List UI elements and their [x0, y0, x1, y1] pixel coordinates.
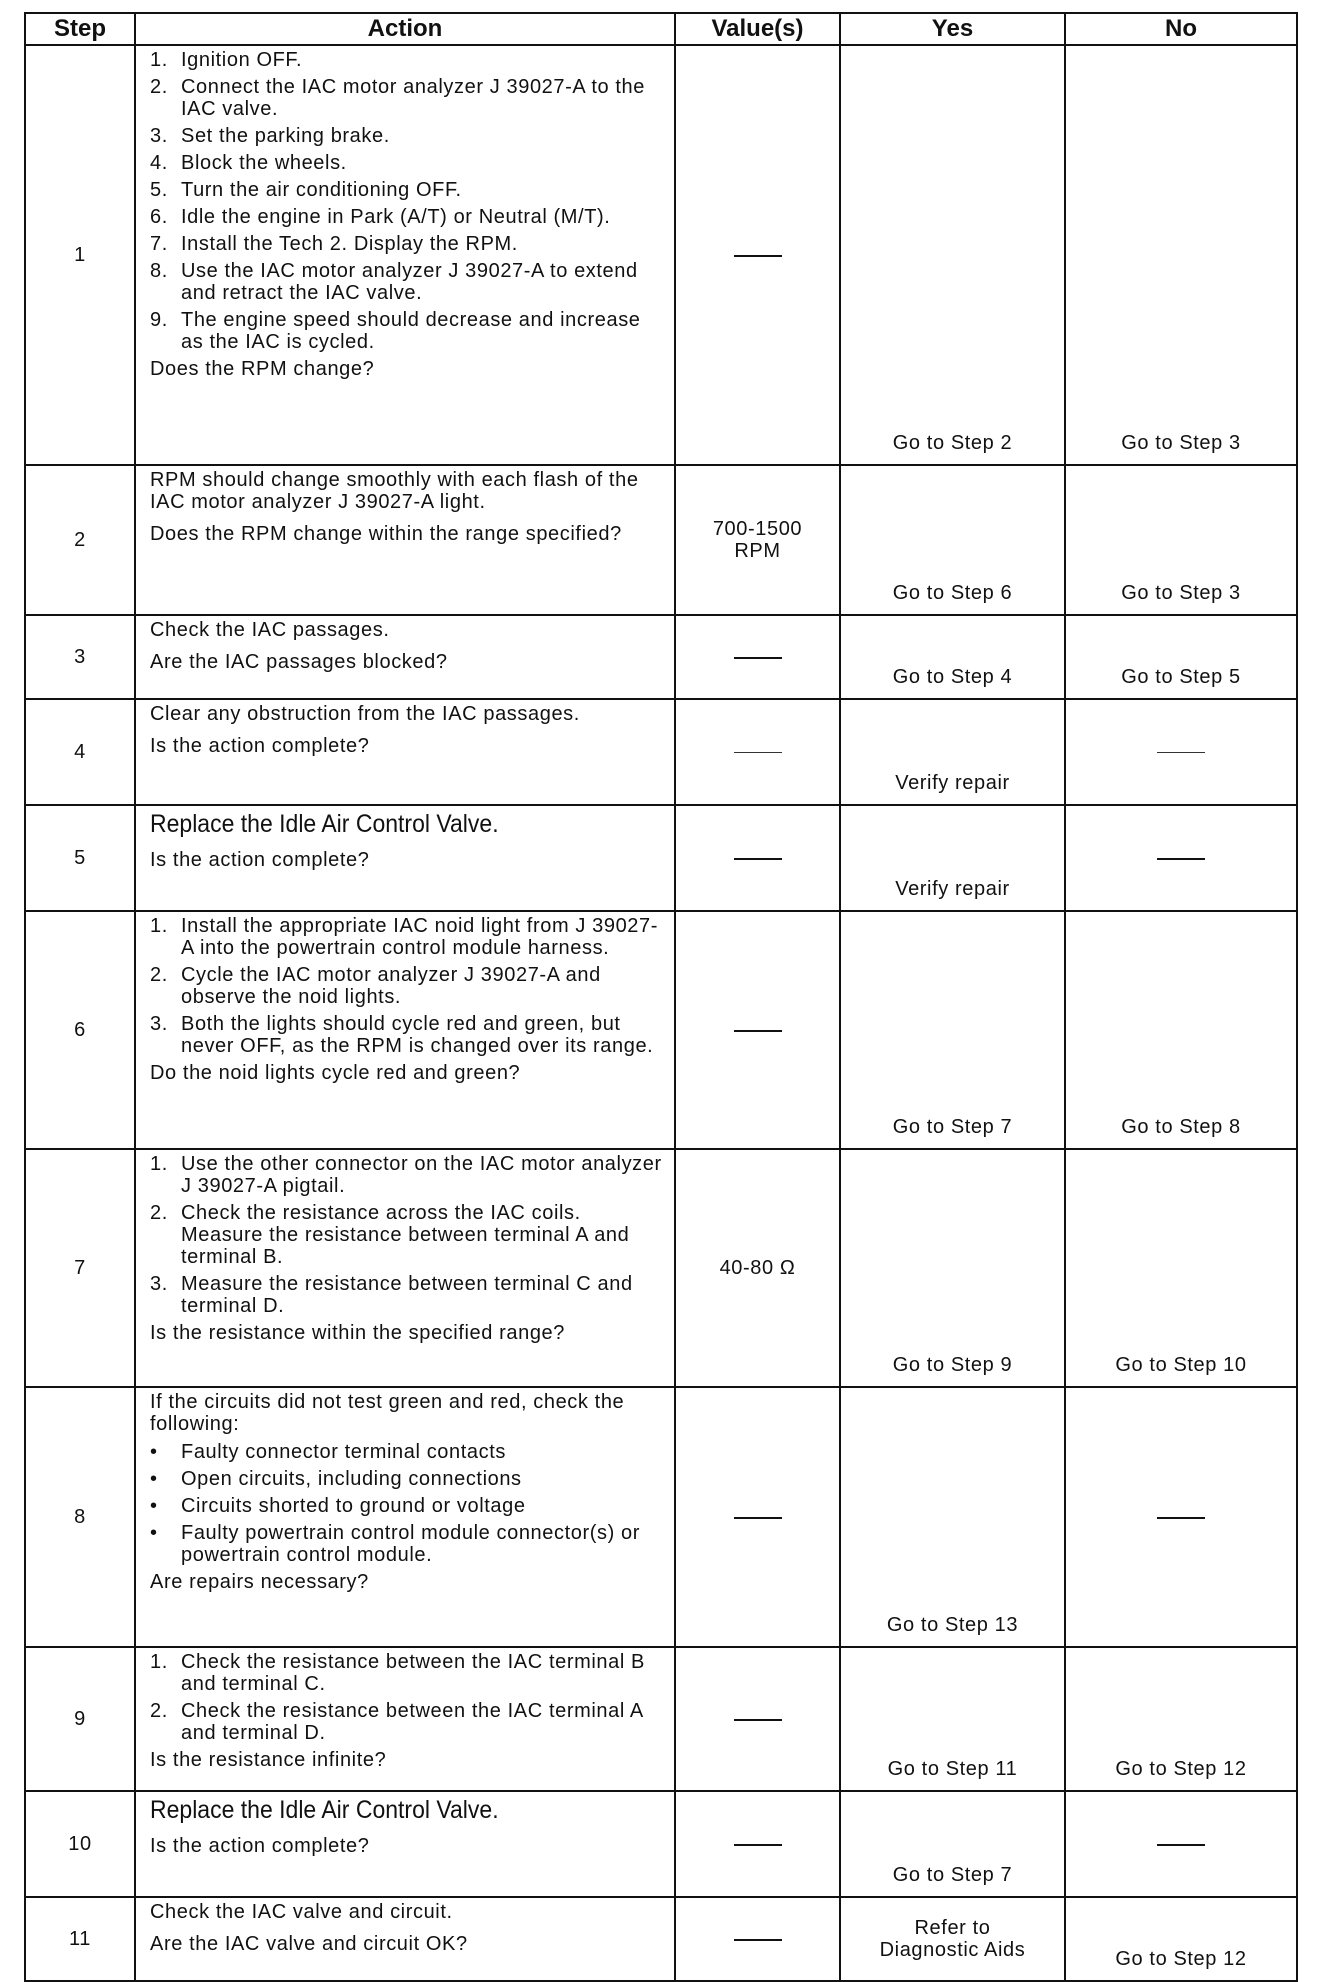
list-item: 2. Check the resistance between the IAC terminal A and terminal D. [150, 1700, 643, 1744]
action-question: Is the action complete? [150, 735, 370, 757]
list-item: 9. The engine speed should decrease and increase as the IAC is cycled. [150, 309, 641, 353]
list-item: 3. Both the lights should cycle red and green, but never OFF, as the RPM is changed over its range. [150, 1013, 654, 1057]
header-row [25, 13, 1297, 45]
no-result: Go to Step 8 [1065, 911, 1297, 1149]
list-item: 7. Install the Tech 2. Display the RPM. [150, 233, 518, 255]
list-item: • Circuits shorted to ground or voltage [150, 1495, 526, 1517]
no-result: Go to Step 10 [1065, 1149, 1297, 1387]
action-steps [150, 1153, 666, 1317]
table-row [25, 699, 1297, 805]
header-step: Step [25, 13, 135, 45]
table-row [25, 1791, 1297, 1897]
list-item: 4. Block the wheels. [150, 152, 347, 174]
action-cell [135, 699, 675, 805]
list-item: 1. Use the other connector on the IAC motor analyzer J 39027-A pigtail. [150, 1153, 662, 1197]
action-question: Is the resistance within the specified range? [150, 1322, 565, 1344]
empty-dash [1157, 1844, 1205, 1846]
header-action: Action [135, 13, 675, 45]
table-row [25, 1897, 1297, 1981]
action-cell [135, 1387, 675, 1647]
step-number: 5 [25, 805, 135, 911]
action-cell [135, 615, 675, 699]
table-row [25, 1149, 1297, 1387]
yes-result: Verify repair [840, 805, 1065, 911]
table-row [25, 45, 1297, 465]
empty-dash [734, 1517, 782, 1519]
table-row [25, 465, 1297, 615]
list-item: • Faulty powertrain control module connector(s) or powertrain control module. [150, 1522, 640, 1566]
action-question: Are the IAC passages blocked? [150, 651, 448, 673]
no-result: Go to Step 3 [1065, 45, 1297, 465]
action-cell [135, 1791, 675, 1897]
yes-result: Go to Step 4 [840, 615, 1065, 699]
header-yes: Yes [840, 13, 1065, 45]
value-cell [675, 699, 840, 805]
yes-result: Go to Step 7 [840, 911, 1065, 1149]
empty-dash [734, 255, 782, 257]
diagnostic-table-sheet [24, 12, 1296, 1982]
checklist [150, 1441, 666, 1566]
empty-dash [1157, 1517, 1205, 1519]
action-question: Are the IAC valve and circuit OK? [150, 1933, 468, 1955]
diagnostic-table [24, 12, 1298, 1982]
action-text: Check the IAC passages. [150, 619, 390, 641]
list-item: 8. Use the IAC motor analyzer J 39027-A to extend and retract the IAC valve. [150, 260, 638, 304]
list-item: 1. Check the resistance between the IAC terminal B and terminal C. [150, 1651, 645, 1695]
list-item: 2. Connect the IAC motor analyzer J 39027-A to the IAC valve. [150, 76, 646, 120]
value-cell [675, 1647, 840, 1791]
step-number: 10 [25, 1791, 135, 1897]
header-values: Value(s) [675, 13, 840, 45]
no-result [1065, 699, 1297, 805]
action-question: Is the resistance infinite? [150, 1749, 387, 1771]
value-cell [675, 805, 840, 911]
action-cell [135, 805, 675, 911]
action-steps [150, 915, 666, 1057]
action-text: If the circuits did not test green and red, check the following: [150, 1391, 625, 1435]
yes-result: Go to Step 7 [840, 1791, 1065, 1897]
value-cell [675, 45, 840, 465]
no-result [1065, 805, 1297, 911]
no-result [1065, 1791, 1297, 1897]
value-cell [675, 615, 840, 699]
empty-dash [734, 1719, 782, 1721]
action-text: Replace the Idle Air Control Valve. [150, 1796, 499, 1824]
value-cell [675, 1387, 840, 1647]
yes-result: Refer to Diagnostic Aids [840, 1897, 1065, 1981]
value-cell: 700-1500 RPM [675, 465, 840, 615]
action-cell [135, 1149, 675, 1387]
empty-dash [734, 1844, 782, 1846]
action-question: Is the action complete? [150, 1835, 370, 1857]
step-number: 4 [25, 699, 135, 805]
yes-result: Go to Step 6 [840, 465, 1065, 615]
step-number: 2 [25, 465, 135, 615]
step-number: 6 [25, 911, 135, 1149]
table-row [25, 615, 1297, 699]
yes-result: Go to Step 13 [840, 1387, 1065, 1647]
list-item: 1. Install the appropriate IAC noid light from J 39027-A into the powertrain control module harness. [150, 915, 659, 959]
step-number: 8 [25, 1387, 135, 1647]
header-no: No [1065, 13, 1297, 45]
no-result: Go to Step 12 [1065, 1897, 1297, 1981]
list-item: 2. Check the resistance across the IAC coils. Measure the resistance between terminal A and terminal B. [150, 1202, 630, 1268]
empty-dash [734, 1030, 782, 1032]
list-item: 3. Set the parking brake. [150, 125, 390, 147]
action-question: Are repairs necessary? [150, 1571, 369, 1593]
action-question: Do the noid lights cycle red and green? [150, 1062, 521, 1084]
list-item: • Faulty connector terminal contacts [150, 1441, 506, 1463]
action-steps [150, 49, 666, 353]
list-item: 2. Cycle the IAC motor analyzer J 39027-A and observe the noid lights. [150, 964, 601, 1008]
action-cell [135, 911, 675, 1149]
action-question: Does the RPM change within the range specified? [150, 523, 622, 545]
value-cell [675, 1791, 840, 1897]
table-row [25, 911, 1297, 1149]
action-text: RPM should change smoothly with each flash of the IAC motor analyzer J 39027-A light. [150, 469, 639, 513]
step-number: 11 [25, 1897, 135, 1981]
empty-dash [734, 1939, 782, 1941]
yes-result: Go to Step 2 [840, 45, 1065, 465]
step-number: 3 [25, 615, 135, 699]
empty-dash [734, 858, 782, 860]
action-cell [135, 1647, 675, 1791]
action-question: Is the action complete? [150, 849, 370, 871]
no-result: Go to Step 3 [1065, 465, 1297, 615]
no-result [1065, 1387, 1297, 1647]
yes-result: Go to Step 9 [840, 1149, 1065, 1387]
empty-dash [734, 752, 782, 753]
empty-dash [1157, 858, 1205, 860]
list-item: 1. Ignition OFF. [150, 49, 303, 71]
empty-dash [1157, 752, 1205, 753]
no-result: Go to Step 12 [1065, 1647, 1297, 1791]
no-result: Go to Step 5 [1065, 615, 1297, 699]
yes-result: Verify repair [840, 699, 1065, 805]
step-number: 7 [25, 1149, 135, 1387]
step-number: 9 [25, 1647, 135, 1791]
yes-result: Go to Step 11 [840, 1647, 1065, 1791]
action-cell [135, 45, 675, 465]
empty-dash [734, 657, 782, 659]
value-cell [675, 1897, 840, 1981]
list-item: 5. Turn the air conditioning OFF. [150, 179, 462, 201]
action-question: Does the RPM change? [150, 358, 375, 380]
action-cell [135, 1897, 675, 1981]
table-row [25, 1387, 1297, 1647]
table-row [25, 1647, 1297, 1791]
table-row [25, 805, 1297, 911]
action-steps [150, 1651, 666, 1744]
list-item: 3. Measure the resistance between terminal C and terminal D. [150, 1273, 633, 1317]
list-item: 6. Idle the engine in Park (A/T) or Neutral (M/T). [150, 206, 611, 228]
action-cell [135, 465, 675, 615]
action-text: Clear any obstruction from the IAC passages. [150, 703, 580, 725]
list-item: • Open circuits, including connections [150, 1468, 522, 1490]
value-cell: 40-80 Ω [675, 1149, 840, 1387]
value-cell [675, 911, 840, 1149]
action-text: Replace the Idle Air Control Valve. [150, 810, 499, 838]
action-text: Check the IAC valve and circuit. [150, 1901, 453, 1923]
step-number: 1 [25, 45, 135, 465]
